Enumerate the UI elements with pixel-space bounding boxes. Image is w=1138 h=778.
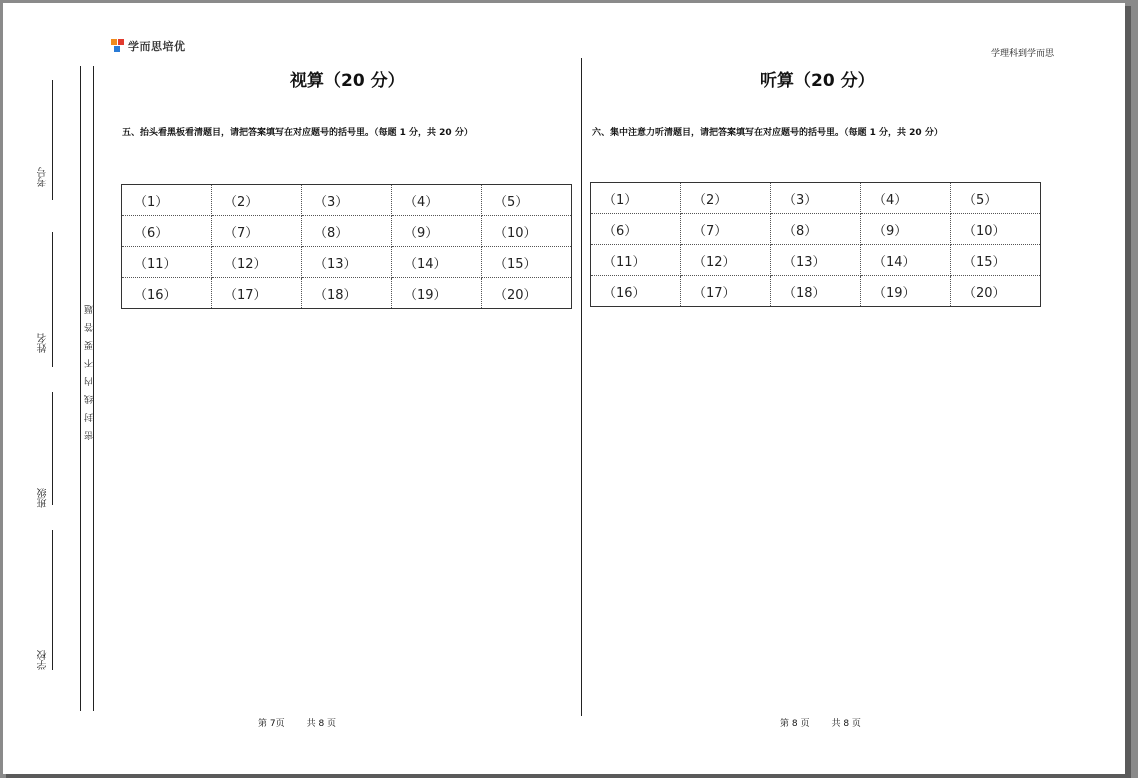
right-footer bbox=[780, 716, 883, 729]
logo bbox=[111, 38, 186, 54]
answer-cell[interactable]: （20） bbox=[482, 278, 572, 309]
page-shadow-right bbox=[1125, 6, 1131, 777]
table-row bbox=[122, 247, 572, 278]
left-instruction: 五、抬头看黑板看清题目，请把答案填写在对应题号的括号里。（每题 1 分，共 20 分） bbox=[122, 128, 473, 138]
answer-cell[interactable]: （8） bbox=[771, 214, 861, 245]
right-instruction: 六、集中注意力听清题目，请把答案填写在对应题号的括号里。（每题 1 分，共 20 分） bbox=[592, 128, 943, 138]
brand-slogan: 学理科到学而思 bbox=[990, 49, 1054, 59]
answer-cell[interactable]: （4） bbox=[392, 185, 482, 216]
exam-page bbox=[3, 3, 1125, 774]
answer-cell[interactable]: （4） bbox=[861, 183, 951, 214]
left-footer-page: 第 7页 bbox=[258, 719, 285, 729]
answer-cell[interactable]: （19） bbox=[392, 278, 482, 309]
answer-cell[interactable]: （5） bbox=[482, 185, 572, 216]
answer-cell[interactable]: （9） bbox=[861, 214, 951, 245]
answer-cell[interactable]: （1） bbox=[591, 183, 681, 214]
answer-cell[interactable]: （2） bbox=[681, 183, 771, 214]
left-section-title: 视算（20 分） bbox=[290, 71, 405, 91]
answer-cell[interactable]: （15） bbox=[951, 245, 1041, 276]
sidebar-blank-line-school bbox=[52, 530, 53, 670]
answer-cell[interactable]: （12） bbox=[681, 245, 771, 276]
table-row bbox=[591, 276, 1041, 307]
sidebar-field-exam-number: 考号 bbox=[38, 167, 49, 187]
logo-mark-icon bbox=[111, 39, 125, 53]
answer-cell[interactable]: （9） bbox=[392, 216, 482, 247]
logo-text: 学而思培优 bbox=[128, 40, 186, 53]
center-divider bbox=[581, 58, 582, 716]
table-row bbox=[591, 183, 1041, 214]
right-footer-page: 第 8 页 bbox=[780, 719, 810, 729]
table-row bbox=[591, 214, 1041, 245]
answer-cell[interactable]: （10） bbox=[482, 216, 572, 247]
sidebar-field-class: 班级 bbox=[38, 488, 49, 508]
answer-cell[interactable]: （18） bbox=[771, 276, 861, 307]
answer-cell[interactable]: （5） bbox=[951, 183, 1041, 214]
answer-cell[interactable]: （14） bbox=[861, 245, 951, 276]
answer-cell[interactable]: （7） bbox=[212, 216, 302, 247]
answer-cell[interactable]: （17） bbox=[212, 278, 302, 309]
answer-cell[interactable]: （20） bbox=[951, 276, 1041, 307]
sidebar-blank-line-class bbox=[52, 392, 53, 505]
sidebar-field-name: 姓名 bbox=[38, 333, 49, 353]
answer-cell[interactable]: （6） bbox=[122, 216, 212, 247]
answer-cell[interactable]: （12） bbox=[212, 247, 302, 278]
answer-cell[interactable]: （15） bbox=[482, 247, 572, 278]
answer-cell[interactable]: （3） bbox=[302, 185, 392, 216]
table-row bbox=[122, 185, 572, 216]
answer-cell[interactable]: （7） bbox=[681, 214, 771, 245]
answer-cell[interactable]: （14） bbox=[392, 247, 482, 278]
left-footer-total: 共 8 页 bbox=[306, 719, 337, 729]
answer-cell[interactable]: （13） bbox=[302, 247, 392, 278]
left-footer bbox=[258, 716, 358, 729]
right-answer-grid bbox=[590, 182, 1041, 307]
answer-cell[interactable]: （8） bbox=[302, 216, 392, 247]
answer-cell[interactable]: （16） bbox=[591, 276, 681, 307]
table-row bbox=[122, 216, 572, 247]
answer-cell[interactable]: （6） bbox=[591, 214, 681, 245]
seal-notice: 密封线内不要答题 bbox=[85, 296, 95, 440]
seal-line-outer bbox=[80, 66, 81, 711]
sidebar-field-school: 学校 bbox=[38, 650, 49, 670]
answer-cell[interactable]: （11） bbox=[591, 245, 681, 276]
answer-cell[interactable]: （11） bbox=[122, 247, 212, 278]
table-row bbox=[122, 278, 572, 309]
answer-cell[interactable]: （19） bbox=[861, 276, 951, 307]
answer-cell[interactable]: （3） bbox=[771, 183, 861, 214]
answer-cell[interactable]: （1） bbox=[122, 185, 212, 216]
answer-cell[interactable]: （16） bbox=[122, 278, 212, 309]
answer-cell[interactable]: （2） bbox=[212, 185, 302, 216]
sidebar-blank-line-exam-number bbox=[52, 80, 53, 200]
table-row bbox=[591, 245, 1041, 276]
binding-sidebar bbox=[36, 70, 76, 710]
right-footer-total: 共 8 页 bbox=[831, 719, 861, 729]
right-section-title: 听算（20 分） bbox=[760, 71, 875, 91]
sidebar-blank-line-name bbox=[52, 232, 53, 367]
left-answer-grid bbox=[121, 184, 572, 309]
answer-cell[interactable]: （10） bbox=[951, 214, 1041, 245]
page-shadow-bottom bbox=[6, 774, 1131, 778]
answer-cell[interactable]: （17） bbox=[681, 276, 771, 307]
answer-cell[interactable]: （18） bbox=[302, 278, 392, 309]
answer-cell[interactable]: （13） bbox=[771, 245, 861, 276]
